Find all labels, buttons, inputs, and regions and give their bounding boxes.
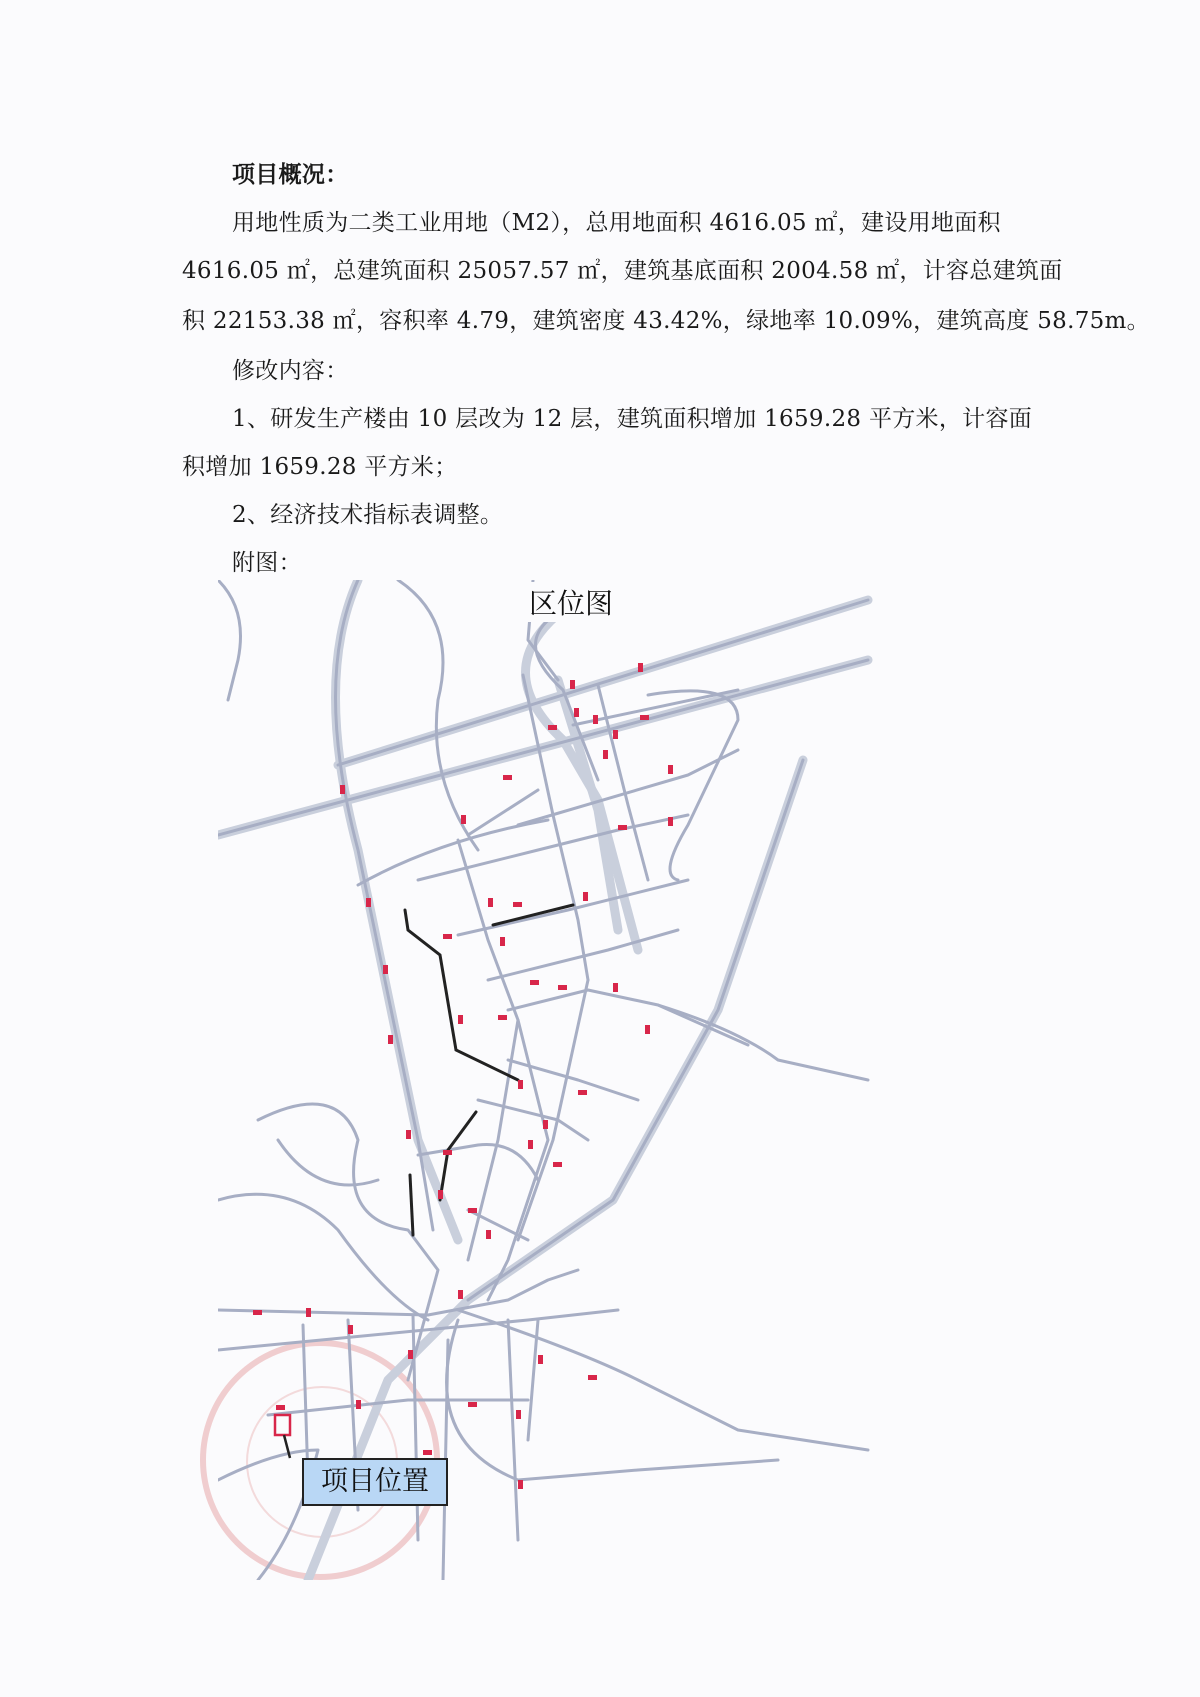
- map-title: 区位图: [523, 582, 619, 622]
- marker: [516, 1410, 521, 1419]
- road-south-v1: [303, 1325, 308, 1480]
- marker: [518, 1480, 523, 1489]
- intersection-markers: [253, 663, 673, 1489]
- overview-heading: 项目概况：: [232, 161, 349, 188]
- marker: [668, 765, 673, 774]
- road-north-branch: [398, 580, 478, 850]
- roads: [218, 580, 868, 1580]
- marker: [638, 663, 643, 672]
- road-lake-inner: [278, 1140, 378, 1185]
- marker: [668, 817, 673, 826]
- marker: [500, 937, 505, 946]
- marker: [618, 825, 627, 830]
- modify-item-1: 1、研发生产楼由 10 层改为 12 层，建筑面积增加 1659.28 平方米，计容面: [232, 406, 1033, 432]
- marker: [503, 775, 512, 780]
- marker: [488, 898, 493, 907]
- grid-road-h6: [458, 880, 688, 935]
- marker: [468, 1402, 477, 1407]
- marker: [498, 1015, 507, 1020]
- project-location-label: 项目位置: [302, 1458, 448, 1506]
- road-network-svg: [218, 580, 873, 1580]
- project-site-marker: [275, 1415, 290, 1435]
- marker: [340, 785, 345, 794]
- marker: [306, 1308, 311, 1317]
- marker: [366, 898, 371, 907]
- road-south-v5: [508, 1320, 518, 1540]
- marker: [553, 1162, 562, 1167]
- marker: [574, 708, 579, 717]
- marker: [528, 1140, 533, 1149]
- marker: [593, 715, 598, 724]
- marker: [558, 985, 567, 990]
- marker: [443, 934, 452, 939]
- marker: [438, 1190, 443, 1199]
- marker: [578, 1090, 587, 1095]
- east-diagonal: [468, 760, 803, 1300]
- grid-road-h10: [478, 1100, 588, 1140]
- marker: [530, 980, 539, 985]
- marker: [461, 815, 466, 824]
- marker: [348, 1325, 353, 1334]
- marker: [408, 1350, 413, 1359]
- main-road-central: [218, 660, 868, 835]
- marker: [640, 715, 649, 720]
- modify-item-2: 2、经济技术指标表调整。: [232, 502, 504, 528]
- modify-heading: 修改内容：: [232, 358, 349, 384]
- road-edge: [308, 760, 803, 1580]
- marker: [543, 1120, 548, 1129]
- road-edge: [336, 580, 459, 1240]
- highlight-road-3: [440, 1112, 476, 1200]
- location-map: [218, 580, 873, 1580]
- road-edges: [218, 580, 868, 1580]
- overview-line-2: 4616.05 ㎡，总建筑面积 25057.57 ㎡，建筑基底面积 2004.58 ㎡，计容总建筑面: [182, 258, 1063, 284]
- marker: [548, 725, 557, 730]
- grid-road-h5: [358, 820, 548, 885]
- modify-item-1-cont: 积增加 1659.28 平方米；: [182, 454, 458, 480]
- marker: [383, 965, 388, 974]
- curve-road-west: [218, 580, 241, 700]
- marker: [613, 730, 618, 739]
- marker: [443, 1150, 452, 1155]
- highlight-road-4: [410, 1175, 413, 1235]
- road-west-1: [218, 1194, 428, 1320]
- grid-road-h4: [418, 815, 688, 880]
- grid-road-v1: [523, 675, 588, 980]
- marker: [468, 1208, 477, 1213]
- marker: [613, 983, 618, 992]
- marker: [388, 1035, 393, 1044]
- project-site: [275, 1415, 290, 1458]
- marker: [570, 680, 575, 689]
- road-south-h1: [218, 1270, 578, 1315]
- marker: [538, 1355, 543, 1364]
- marker: [458, 1290, 463, 1299]
- marker: [588, 1375, 597, 1380]
- marker: [276, 1405, 285, 1410]
- marker: [406, 1130, 411, 1139]
- marker: [645, 1025, 650, 1034]
- marker: [486, 1230, 491, 1239]
- highlight-road-2: [493, 905, 573, 925]
- marker: [603, 750, 608, 759]
- road-south-v6: [528, 1320, 538, 1440]
- marker: [458, 1015, 463, 1024]
- marker: [356, 1400, 361, 1409]
- marker: [583, 892, 588, 901]
- marker: [253, 1310, 262, 1315]
- marker: [423, 1450, 432, 1455]
- marker: [518, 1080, 523, 1089]
- attachment-label: 附图：: [232, 550, 302, 576]
- overview-line-1: 用地性质为二类工业用地（M2），总用地面积 4616.05 ㎡，建设用地面积: [232, 210, 1001, 236]
- grid-road-h9: [508, 1060, 638, 1100]
- road-south-diag: [458, 1310, 868, 1450]
- overview-line-3: 积 22153.38 ㎡，容积率 4.79，建筑密度 43.42%，绿地率 10.09%，建筑高度 58.75m。: [182, 308, 1150, 334]
- marker: [513, 902, 522, 907]
